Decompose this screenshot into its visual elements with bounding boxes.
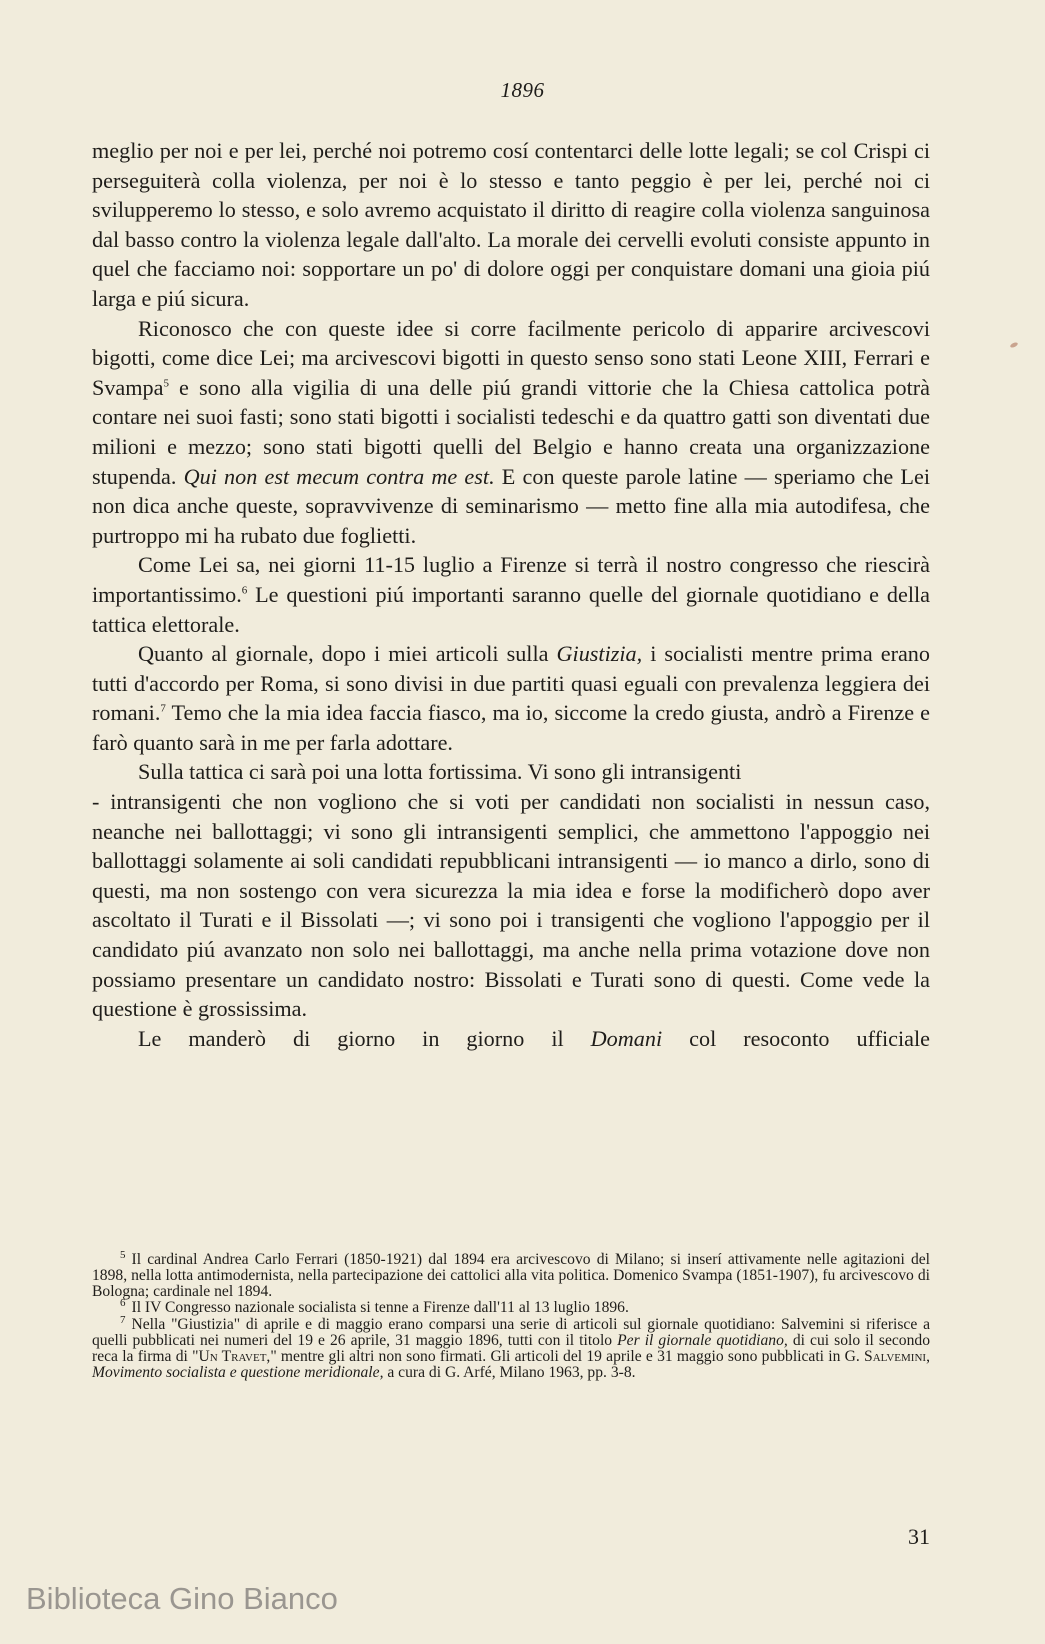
latin-quote: Qui non est mecum contra me est. bbox=[183, 463, 495, 489]
article-title: Per il giornale quotidiano, bbox=[617, 1331, 788, 1349]
footnote-text: " mentre gli altri non sono firmati. Gli articoli del 19 aprile e 31 maggio sono pubblicati in G. bbox=[270, 1347, 865, 1365]
text-run: col resoconto ufficiale bbox=[662, 1025, 930, 1051]
text-run: i socialisti mentre prima erano tutti d'accordo per Roma, si sono divisi in due partiti quasi eguali con prevalenza leggiera dei romani. bbox=[92, 641, 930, 726]
pseudonym: Un Travet, bbox=[198, 1347, 271, 1365]
text-run: Temo che la mia idea faccia fiasco, ma io, siccome la credo giusta, andrò a Firenze e farò quanto sarà in me per farla adottare. bbox=[92, 700, 930, 755]
paragraph: meglio per noi e per lei, perché noi potremo cosí contentarci delle lotte legali; se col Crispi ci perseguiterà colla violenza, per noi è lo stesso e tanto peggio è per lei, perché noi ci svilupperemo lo stesso, e solo avremo acquistato il diritto di reagire colla violenza sanguinosa dal basso contro la violenza legale dall'alto. La morale dei cervelli evoluti consiste appunto in quel che facciamo noi: sopportare un po' di dolore oggi per conquistare domani una gioia piú larga e piú sicura. bbox=[92, 138, 930, 311]
running-head: 1896 bbox=[500, 78, 545, 102]
text-run: E con queste parole latine — speriamo che Lei non dica anche queste, sopravvivenze di seminarismo — metto fine alla mia autodifesa, che purtroppo mi ha rubato due foglietti. bbox=[92, 463, 930, 548]
page-number: 31 bbox=[908, 1524, 930, 1549]
book-title: Movimento socialista e questione meridionale, bbox=[92, 1363, 384, 1381]
newspaper-title: Domani bbox=[590, 1025, 663, 1051]
footnote-6 bbox=[92, 1297, 930, 1317]
footnote-5 bbox=[92, 1248, 930, 1300]
text-run: Quanto al giornale, dopo i miei articoli sulla bbox=[138, 641, 557, 667]
watermark: Biblioteca Gino Bianco bbox=[26, 1581, 338, 1616]
text-run: Come Lei sa, nei giorni 11-15 luglio a Firenze si terrà il nostro congresso che riescirà importantissimo. bbox=[92, 552, 930, 607]
footnotes bbox=[92, 1248, 930, 1381]
footnote-ref[interactable]: 7 bbox=[160, 702, 166, 715]
main-text bbox=[92, 136, 930, 1053]
footnote-text: a cura di G. Arfé, Milano 1963, pp. 3-8. bbox=[383, 1363, 636, 1381]
footnote-text: di cui solo il secondo reca la firma di " bbox=[92, 1331, 930, 1365]
footnote-text: Il IV Congresso nazionale socialista si tenne a Firenze dall'11 al 13 luglio 1896. bbox=[131, 1299, 629, 1317]
text-run: e sono alla vigilia di una delle piú grandi vittorie che la Chiesa cattolica potrà contare nei suoi fasti; sono stati bigotti i socialisti tedeschi e da quattro gatti son diventati due milioni e mezzo; sono stati bigotti quelli del Belgio e hanno creata una organizzazione stupenda. bbox=[92, 374, 930, 489]
footnote-text: Nella "Giustizia" di aprile e di maggio erano comparsi una serie di articoli sul giornale quotidiano: Salvemini si riferisce a quelli pubblicati nei numeri del 19 e 26 aprile, 31 maggio 1896, tutti con il titolo bbox=[92, 1316, 930, 1349]
footnote-ref[interactable]: 6 bbox=[241, 584, 248, 597]
paragraph bbox=[92, 550, 930, 639]
paper-speck bbox=[1010, 341, 1019, 348]
paragraph bbox=[92, 314, 930, 551]
text-run: Riconosco che con queste idee si corre facilmente pericolo di apparire arcivescovi bigotti, come dice Lei; ma arcivescovi bigotti in questo senso sono stati Leone XIII, Ferrari e Svampa bbox=[92, 315, 930, 400]
footnote-text: Il cardinal Andrea Carlo Ferrari (1850-1921) dal 1894 era arcivescovo di Milano; si inserí attivamente nelle agitazioni del 1898, nella lotta antimodernista, nella partecipazione dei cattolici alla vita politica. Domenico Svampa (1851-1907), fu arcivescovo di Bologna; cardinale nel 1894. bbox=[92, 1251, 930, 1300]
footnote-number: 6 bbox=[120, 1297, 126, 1310]
footnote-number: 5 bbox=[120, 1248, 126, 1261]
text-run: Le manderò di giorno in giorno il bbox=[138, 1025, 591, 1051]
text-run: Le questioni piú importanti saranno quelle del giornale quotidiano e della tattica elettorale. bbox=[92, 581, 930, 637]
footnote-number: 7 bbox=[120, 1314, 126, 1326]
paragraph bbox=[92, 639, 930, 757]
newspaper-title: Giustizia, bbox=[556, 641, 643, 667]
paragraph: Sulla tattica ci sarà poi una lotta fortissima. Vi sono gli intransigenti bbox=[138, 759, 742, 785]
author-name: Salvemini, bbox=[864, 1347, 930, 1365]
paragraph: - intransigenti che non vogliono che si voti per candidati non socialisti in nessun caso, neanche nei ballottaggi; vi sono gli intransigenti semplici, che ammettono l'appoggio nei ballottaggi solamente ai soli candidati repubblicani intransigenti — io manco a dirlo, sono di questi, ma non sostengo con vera sicurezza la mia idea e forse la modificherò dopo aver ascoltato il Turati e il Bissolati —; vi sono poi i transigenti che vogliono l'appoggio per il candidato piú avanzato non solo nei ballottaggi, ma anche nella prima votazione dove non possiamo presentare un candidato nostro: Bissolati e Turati sono di questi. Come vede la questione è grossissima. bbox=[92, 789, 930, 1022]
paragraph bbox=[92, 1024, 930, 1054]
footnote-7 bbox=[92, 1314, 930, 1381]
footnote-ref[interactable]: 5 bbox=[163, 377, 169, 390]
